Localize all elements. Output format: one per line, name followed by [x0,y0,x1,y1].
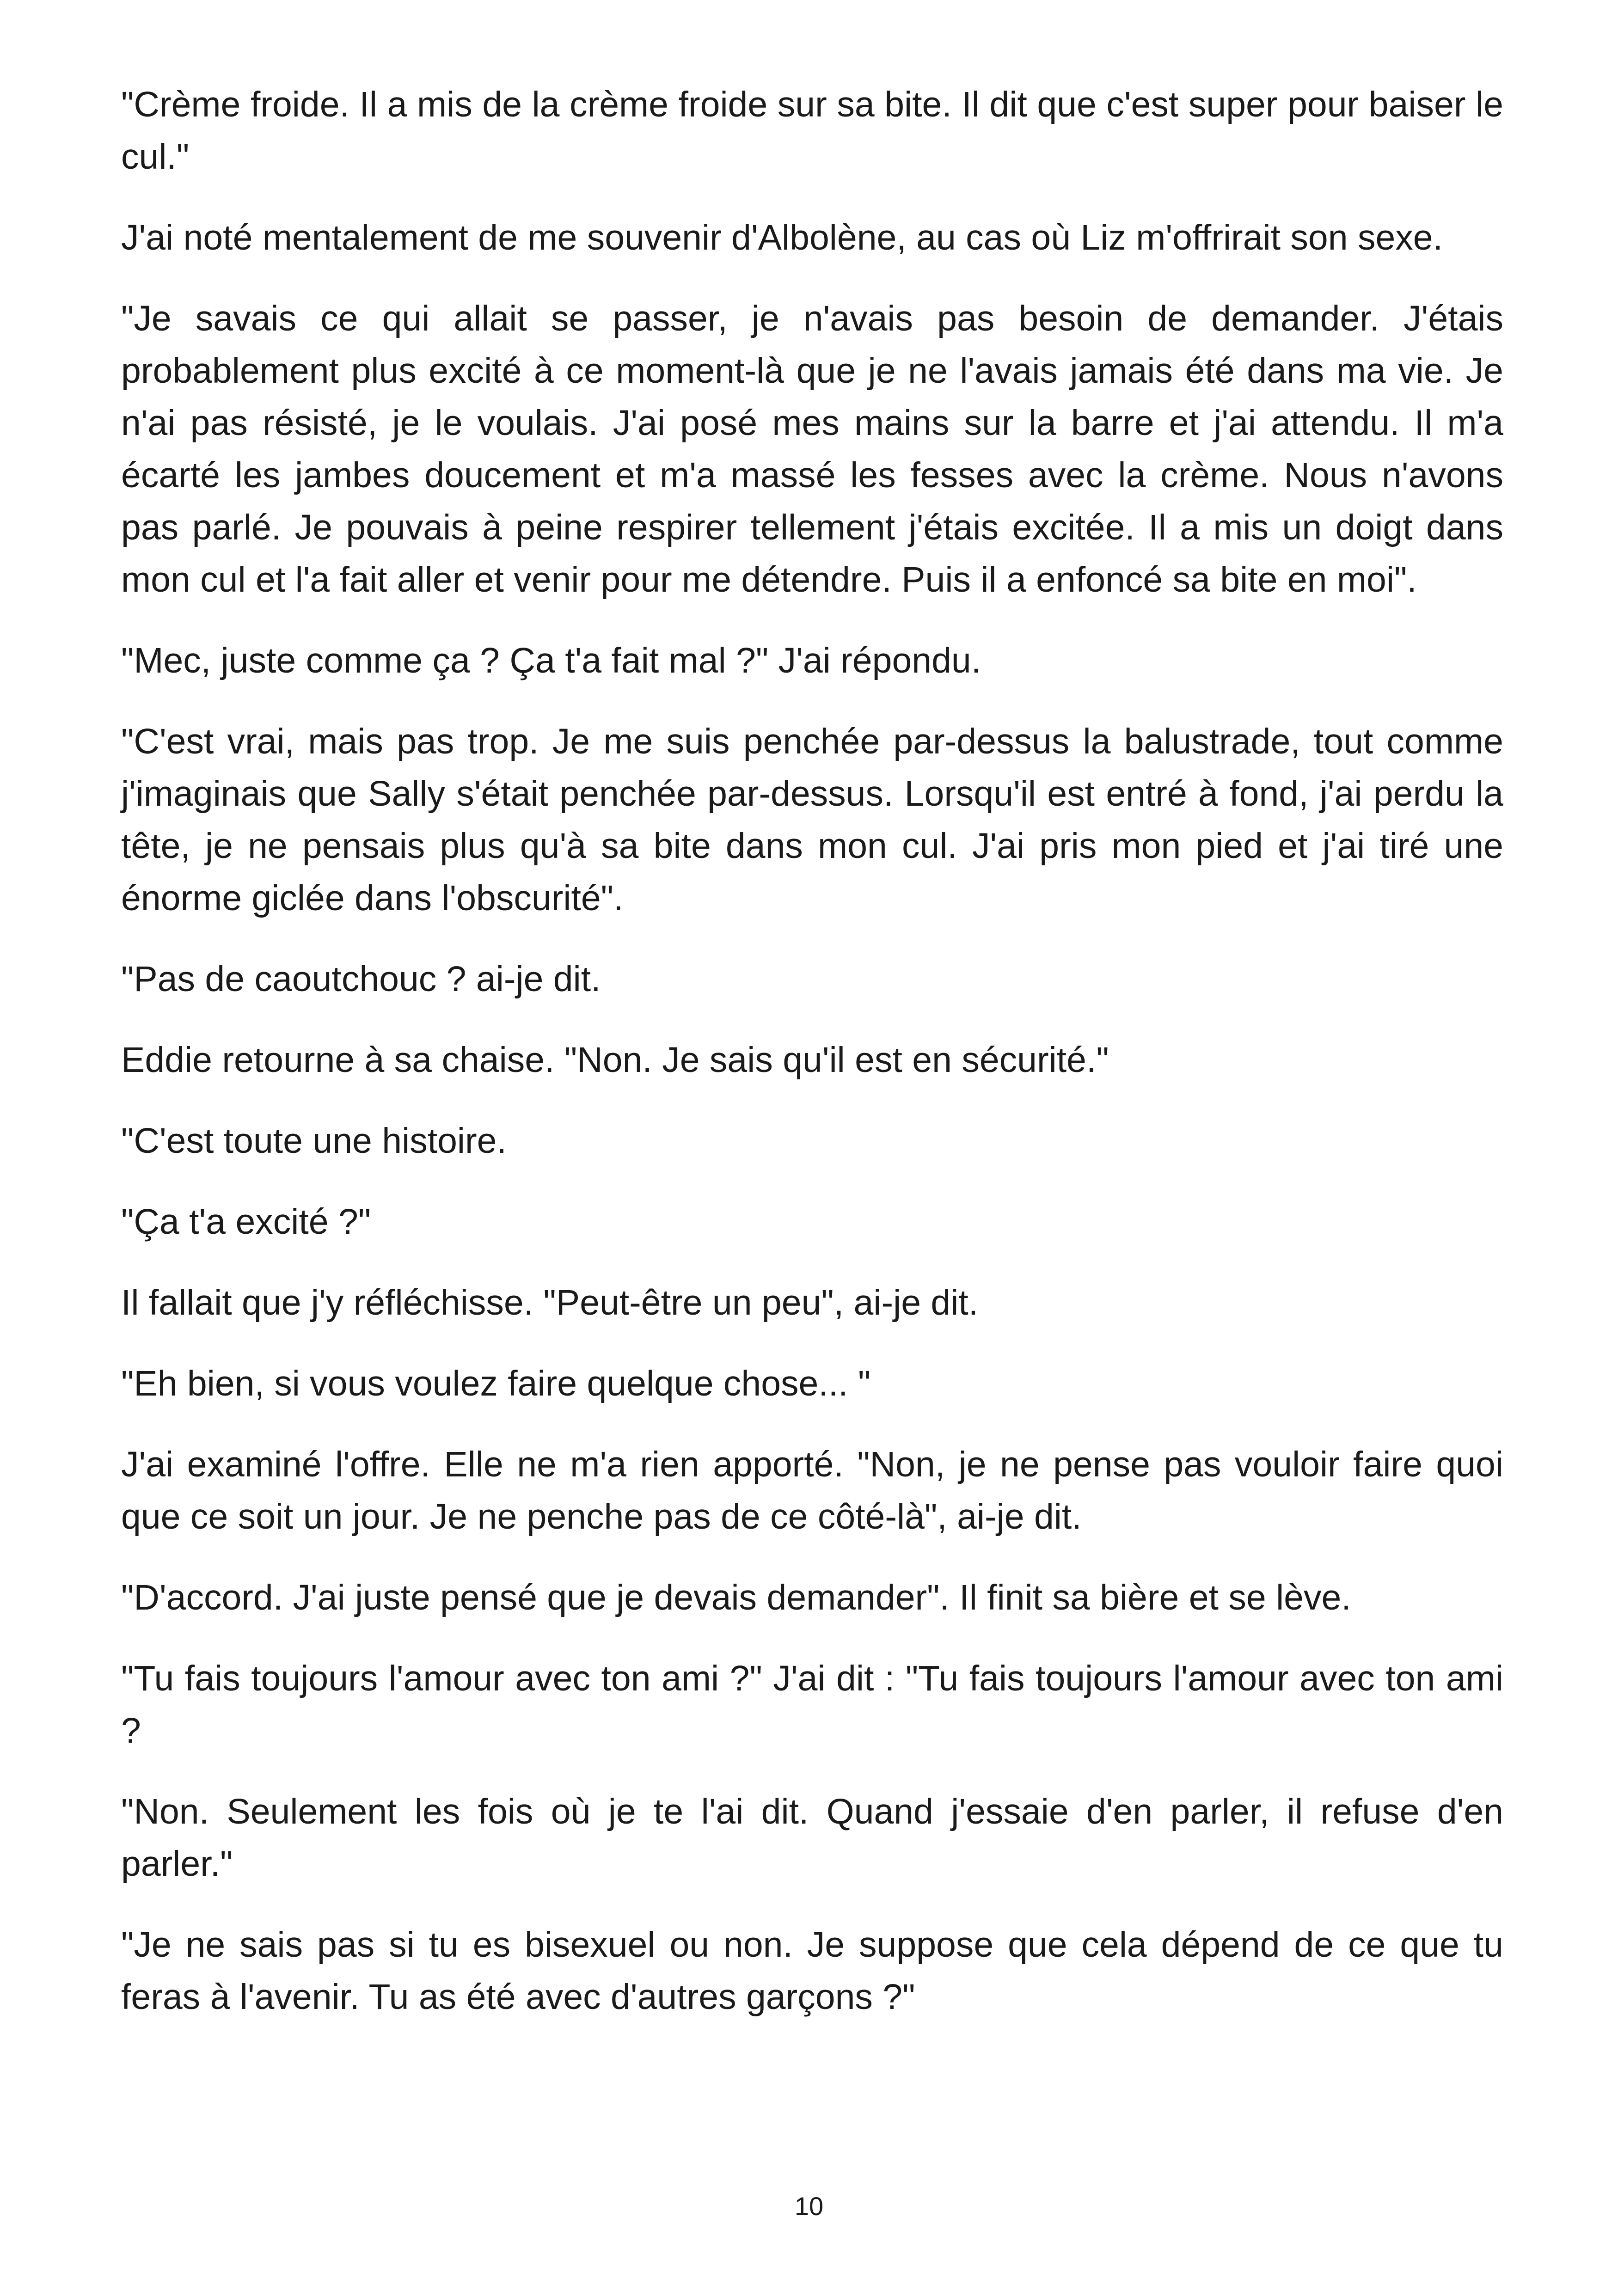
paragraph: "C'est vrai, mais pas trop. Je me suis penchée par-dessus la balustrade, tout comme j'imaginais que Sally s'était penchée par-dessus. Lorsqu'il est entré à fond, j'ai perdu la tête, je ne pensais plus qu'à sa bite dans mon cul. J'ai pris mon pied et j'ai tiré une énorme giclée dans l'obscurité". [121,722,1503,918]
paragraph: "Mec, juste comme ça ? Ça t'a fait mal ?" J'ai répondu. [121,641,981,680]
paragraph: "Crème froide. Il a mis de la crème froide sur sa bite. Il dit que c'est super pour baiser le cul." [121,85,1503,177]
paragraph: J'ai noté mentalement de me souvenir d'Albolène, au cas où Liz m'offrirait son sexe. [121,218,1443,257]
paragraph: "Je savais ce qui allait se passer, je n'avais pas besoin de demander. J'étais probablement plus excité à ce moment-là que je ne l'avais jamais été dans ma vie. Je n'ai pas résisté, je le voulais. J'ai posé mes mains sur la barre et j'ai attendu. Il m'a écarté les jambes doucement et m'a massé les fesses avec la crème. Nous n'avons pas parlé. Je pouvais à peine respirer tellement j'étais excitée. Il a mis un doigt dans mon cul et l'a fait aller et venir pour me détendre. Puis il a enfoncé sa bite en moi". [121,299,1503,600]
paragraph: "Pas de caoutchouc ? ai-je dit. [121,959,601,999]
page-number: 10 [794,2192,824,2221]
paragraph: "Eh bien, si vous voulez faire quelque chose... " [121,1364,871,1403]
paragraph: "Je ne sais pas si tu es bisexuel ou non. Je suppose que cela dépend de ce que tu feras à l'avenir. Tu as été avec d'autres garçons ?" [121,1925,1503,2017]
paragraph: "C'est toute une histoire. [121,1121,507,1161]
paragraph: J'ai examiné l'offre. Elle ne m'a rien apporté. "Non, je ne pense pas vouloir faire quoi que ce soit un jour. Je ne penche pas de ce côté-là", ai-je dit. [121,1445,1503,1537]
paragraph: "Tu fais toujours l'amour avec ton ami ?" J'ai dit : "Tu fais toujours l'amour avec ton ami ? [121,1659,1503,1751]
paragraph: "Ça t'a excité ?" [121,1202,371,1242]
paragraph: "Non. Seulement les fois où je te l'ai dit. Quand j'essaie d'en parler, il refuse d'en parler." [121,1792,1503,1884]
paragraph: Il fallait que j'y réfléchisse. "Peut-être un peu", ai-je dit. [121,1283,979,1322]
page-body [121,79,1503,2052]
paragraph: Eddie retourne à sa chaise. "Non. Je sais qu'il est en sécurité." [121,1040,1109,1080]
paragraph: "D'accord. J'ai juste pensé que je devais demander". Il finit sa bière et se lève. [121,1578,1351,1617]
